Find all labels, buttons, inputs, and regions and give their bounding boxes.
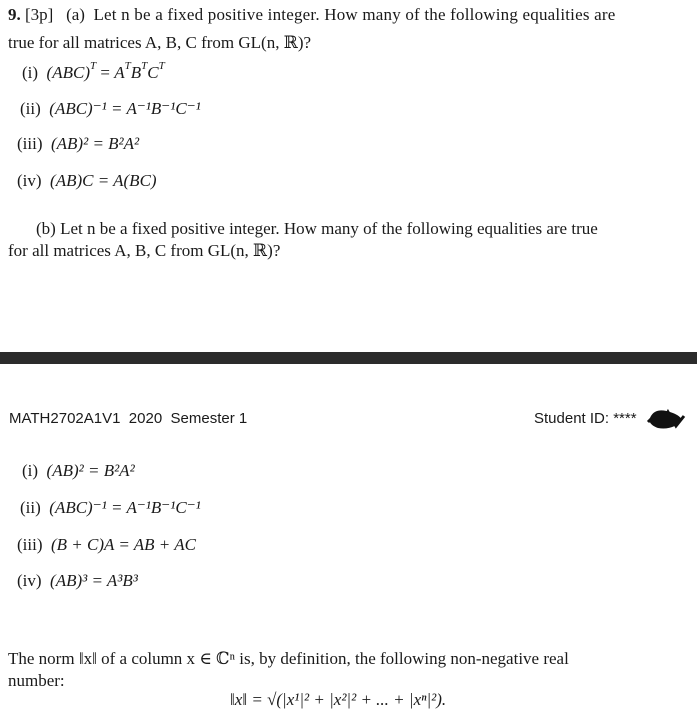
part-b-intro-text: Let n be a fixed positive integer. How many of the following equalities are true (60, 219, 598, 238)
item-formula: (AB)C = A(BC) (50, 171, 157, 190)
part-a-intro-line1: Let n be a fixed positive integer. How many of the following equalities are (93, 5, 616, 24)
part-b-intro-line2: for all matrices A, B, C from GL(n, ℝ)? (8, 241, 281, 260)
course-year: 2020 (128, 410, 163, 427)
part-a-label: (a) (66, 5, 85, 24)
item-formula: (AB)³ = A³B³ (50, 571, 138, 590)
norm-definition-line2: number: (8, 671, 65, 690)
part-b-item-ii (20, 497, 201, 519)
item-label: (ii) (20, 99, 41, 118)
course-semester: Semester 1 (170, 410, 248, 427)
part-a-item-iii (17, 133, 139, 155)
course-code: MATH2702A1V1 (9, 410, 121, 427)
part-b-item-iv (17, 570, 138, 592)
question-heading (8, 4, 615, 26)
student-id-value: **** (613, 410, 637, 427)
item-formula: (B + C)A = AB + AC (51, 535, 196, 554)
norm-formula: ‖x‖ = √(|x¹|² + |x²|² + ... + |xⁿ|²). (230, 690, 447, 709)
part-a-item-iv (17, 170, 157, 192)
item-label: (iv) (17, 571, 42, 590)
part-a-item-ii (20, 98, 201, 120)
part-b-intro-line1 (36, 218, 598, 240)
item-label: (iii) (17, 535, 43, 554)
part-a-intro-line2: true for all matrices A, B, C from GL(n, ℝ)? (8, 33, 312, 52)
item-label: (ii) (20, 498, 41, 517)
item-label: (iv) (17, 171, 42, 190)
item-label: (iii) (17, 134, 43, 153)
item-formula: (ABC)⁻¹ = A⁻¹B⁻¹C⁻¹ (49, 99, 201, 118)
course-header (9, 410, 247, 427)
item-label: (i) (22, 461, 39, 480)
item-label: (i) (22, 63, 39, 82)
page-divider (0, 352, 697, 364)
part-b-item-i (22, 460, 135, 482)
part-a-item-i: (i) $(ABC)^T = A^TB^TC^T$ (22, 60, 165, 82)
item-formula: (AB)² = B²A² (46, 461, 135, 480)
item-formula: (AB)² = B²A² (51, 134, 140, 153)
student-id-label: Student ID: (534, 410, 610, 427)
part-b-label: (b) (36, 219, 56, 238)
part-b-item-iii (17, 534, 196, 556)
norm-definition-line1: The norm ‖x‖ of a column x ∈ ℂⁿ is, by definition, the following non-negative real (8, 649, 569, 668)
student-id (534, 410, 637, 427)
question-number: 9. (8, 5, 21, 24)
redaction-scribble-icon (646, 404, 686, 434)
question-points: [3p] (25, 5, 54, 24)
item-formula: (ABC)⁻¹ = A⁻¹B⁻¹C⁻¹ (49, 498, 201, 517)
